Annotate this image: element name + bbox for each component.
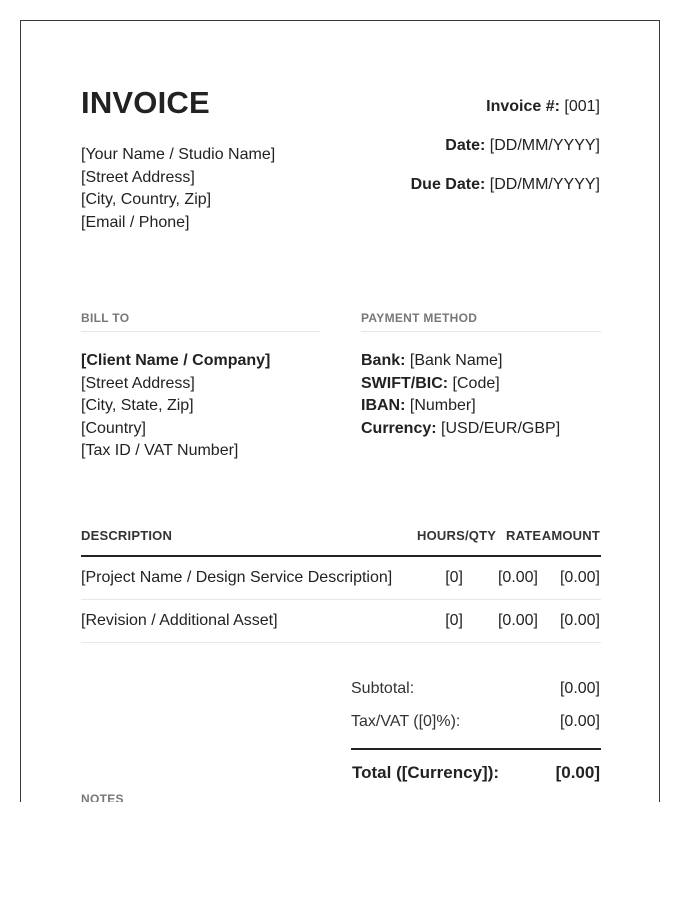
- swift-row: [361, 373, 560, 396]
- row-2-rate: [0.00]: [497, 612, 538, 629]
- row-2-hours: [0]: [445, 612, 463, 629]
- due-date-row: [411, 176, 600, 194]
- iban-row: [361, 395, 560, 418]
- table-header-rule: [81, 555, 601, 557]
- invoice-number-value: [001]: [564, 98, 600, 115]
- invoice-date-label: Date:: [445, 137, 486, 154]
- row-divider: [81, 642, 601, 643]
- invoice-date-row: [445, 137, 600, 155]
- client-street: [Street Address]: [81, 374, 195, 392]
- bill-to-divider: [81, 331, 320, 332]
- column-header-description: DESCRIPTION: [81, 528, 173, 543]
- subtotal-label: Subtotal:: [351, 680, 415, 697]
- sender-street: [Street Address]: [81, 168, 195, 186]
- sender-city: [City, Country, Zip]: [81, 191, 212, 208]
- invoice-title: INVOICE: [81, 85, 210, 120]
- bank-value: [Bank Name]: [409, 352, 503, 369]
- total-rule: [351, 748, 601, 750]
- column-header-hours: HOURS/QTY: [417, 528, 497, 543]
- row-2-description: [Revision / Additional Asset]: [81, 612, 278, 629]
- due-date-value: [DD/MM/YYYY]: [489, 176, 600, 193]
- client-country: [Country]: [81, 419, 146, 437]
- sender-address: [81, 144, 275, 234]
- row-divider: [81, 599, 601, 600]
- bank-label: Bank:: [361, 352, 406, 369]
- invoice-date-value: [DD/MM/YYYY]: [489, 137, 600, 154]
- swift-value: [Code]: [452, 374, 500, 392]
- currency-row: [361, 418, 560, 441]
- due-date-label: Due Date:: [410, 176, 486, 193]
- invoice-number-row: [486, 98, 600, 116]
- client-city: [City, State, Zip]: [81, 397, 194, 414]
- bank-row: [361, 350, 560, 373]
- column-header-amount: AMOUNT: [541, 528, 600, 543]
- currency-value: [USD/EUR/GBP]: [441, 419, 561, 437]
- currency-label: Currency:: [361, 419, 437, 437]
- tax-value: [0.00]: [559, 713, 600, 730]
- bill-to-heading: BILL TO: [81, 311, 130, 325]
- bill-to-block: [81, 350, 270, 463]
- notes-heading: NOTES: [81, 792, 124, 802]
- payment-method-block: [361, 350, 560, 440]
- sender-contact: [Email / Phone]: [81, 213, 190, 231]
- row-1-hours: [0]: [445, 569, 463, 586]
- total-value: [0.00]: [555, 763, 600, 782]
- column-header-rate: RATE: [506, 528, 542, 543]
- client-tax-id: [Tax ID / VAT Number]: [81, 442, 239, 459]
- payment-method-heading: PAYMENT METHOD: [361, 311, 478, 325]
- swift-label: SWIFT/BIC:: [361, 374, 449, 392]
- payment-method-divider: [361, 331, 601, 332]
- invoice-page: [20, 20, 660, 802]
- invoice-number-label: Invoice #:: [486, 98, 560, 115]
- total-label: Total ([Currency]):: [352, 763, 500, 782]
- client-name: [Client Name / Company]: [81, 352, 271, 369]
- iban-label: IBAN:: [361, 397, 406, 414]
- row-1-amount: [0.00]: [559, 569, 600, 586]
- row-1-rate: [0.00]: [497, 569, 538, 586]
- sender-name: [Your Name / Studio Name]: [81, 146, 276, 163]
- iban-value: [Number]: [409, 397, 476, 414]
- tax-label: Tax/VAT ([0]%):: [351, 713, 461, 730]
- subtotal-value: [0.00]: [559, 680, 600, 697]
- row-1-description: [Project Name / Design Service Description]: [81, 569, 393, 586]
- row-2-amount: [0.00]: [559, 612, 600, 629]
